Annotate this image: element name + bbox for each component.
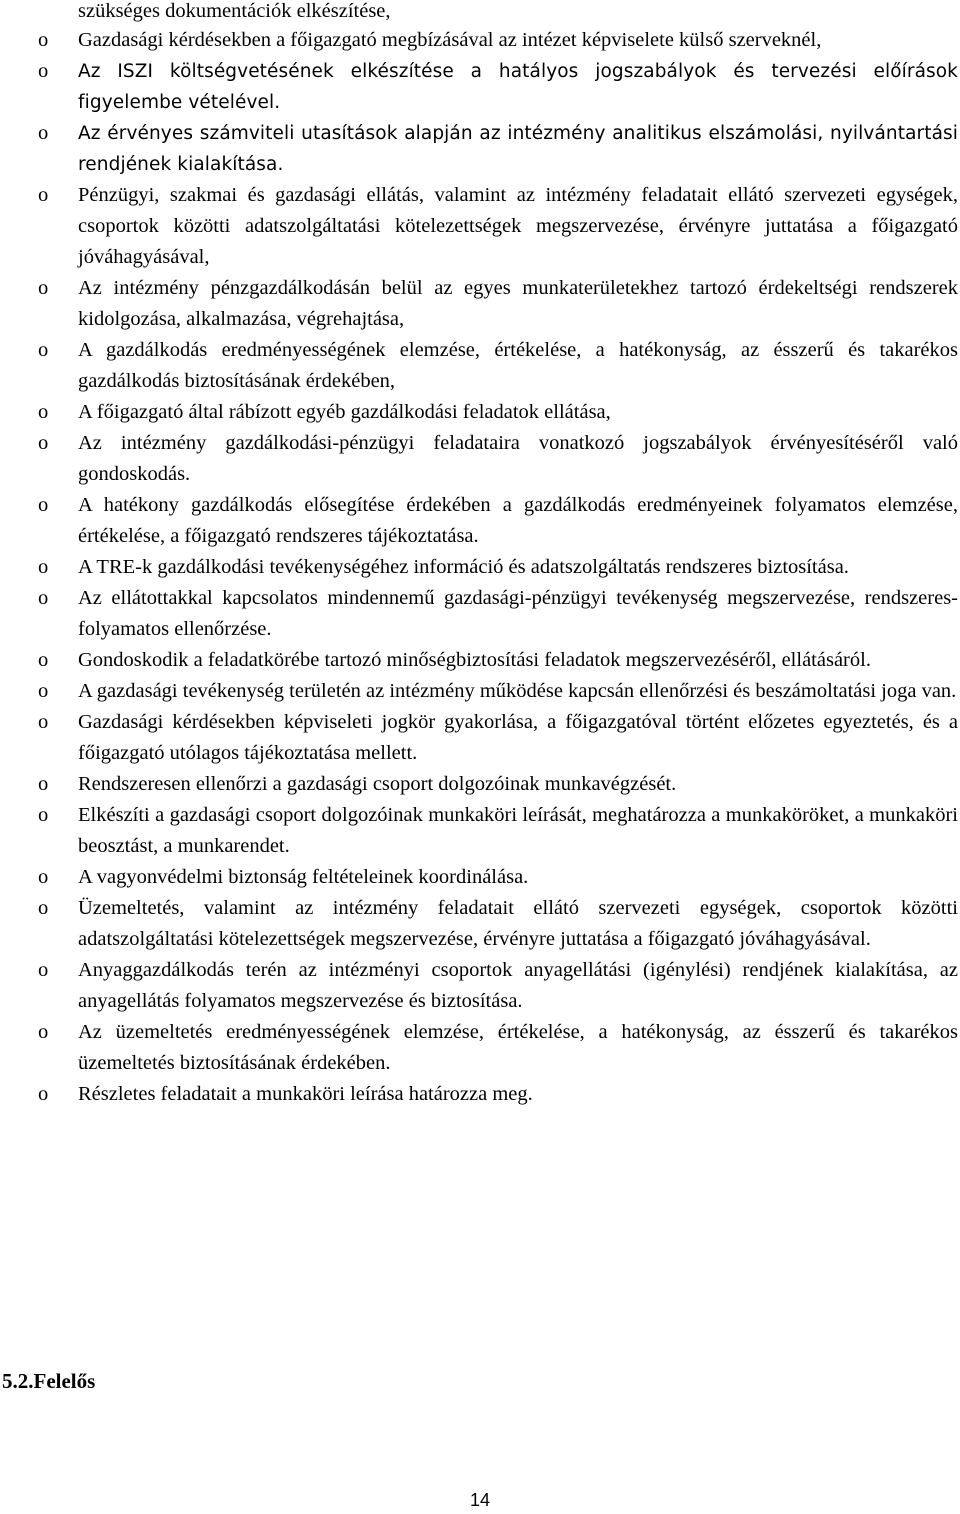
bullet-icon: o xyxy=(38,401,49,423)
bullet-icon: o xyxy=(38,1021,49,1043)
bullet-icon: o xyxy=(38,432,49,454)
list-item xyxy=(0,583,958,645)
bullet-icon: o xyxy=(38,866,49,888)
bullet-icon: o xyxy=(38,184,49,206)
bullet-icon: o xyxy=(38,587,49,609)
responsibility-list xyxy=(0,25,958,1110)
list-item xyxy=(0,180,958,273)
list-item xyxy=(0,769,958,800)
list-item-text: A hatékony gazdálkodás elősegítése érdekében a gazdálkodás eredményeinek folyamatos elemzése, értékelése, a főigazgató rendszeres tájékoztatása. xyxy=(78,494,958,547)
list-item-text: A gazdasági tevékenység területén az intézmény működése kapcsán ellenőrzési és beszámoltatási joga van. xyxy=(78,680,957,702)
list-item-text: Gondoskodik a feladatkörébe tartozó minőségbiztosítási feladatok megszervezéséről, ellátásáról. xyxy=(78,649,871,671)
list-item-text: Gazdasági kérdésekben képviseleti jogkör gyakorlása, a főigazgatóval történt előzetes egyeztetés, és a főigazgató utólagos tájékoztatása mellett. xyxy=(78,711,958,764)
list-item xyxy=(0,1017,958,1079)
list-item-text: Az ISZI költségvetésének elkészítése a hatályos jogszabályok és tervezési előírások figyelembe vételével. xyxy=(78,61,958,113)
bullet-icon: o xyxy=(38,339,49,361)
list-item-text: A vagyonvédelmi biztonság feltételeinek koordinálása. xyxy=(78,866,529,888)
list-item xyxy=(0,335,958,397)
list-item-text: A gazdálkodás eredményességének elemzése, értékelése, a hatékonyság, az ésszerű és takarékos gazdálkodás biztosításának érdekében, xyxy=(78,339,958,392)
list-item xyxy=(0,490,958,552)
bullet-icon: o xyxy=(38,277,49,299)
bullet-icon: o xyxy=(38,1083,49,1105)
bullet-icon: o xyxy=(38,60,49,82)
list-item xyxy=(0,645,958,676)
list-item-text: Üzemeltetés, valamint az intézmény feladatait ellátó szervezeti egységek, csoportok közötti adatszolgáltatási kötelezettségek megszervezése, érvényre juttatása a főigazgató jóváhagyásával. xyxy=(78,897,958,950)
continuation-line: szükséges dokumentációk elkészítése, xyxy=(78,0,391,22)
bullet-icon: o xyxy=(38,122,49,144)
list-item xyxy=(0,25,958,56)
bullet-icon: o xyxy=(38,804,49,826)
bullet-icon: o xyxy=(38,711,49,733)
list-item xyxy=(0,862,958,893)
list-item-text: A főigazgató által rábízott egyéb gazdálkodási feladatok ellátása, xyxy=(78,401,611,423)
bullet-icon: o xyxy=(38,494,49,516)
list-item xyxy=(0,552,958,583)
list-item xyxy=(0,428,958,490)
list-item-text: Anyaggazdálkodás terén az intézményi csoportok anyagellátási (igénylési) rendjének kialakítása, az anyagellátás folyamatos megszervezése és biztosítása. xyxy=(78,959,958,1012)
bullet-icon: o xyxy=(38,897,49,919)
bullet-icon: o xyxy=(38,556,49,578)
list-item-text: Az üzemeltetés eredményességének elemzése, értékelése, a hatékonyság, az ésszerű és takarékos üzemeltetés biztosításának érdekében. xyxy=(78,1021,958,1074)
page-number: 14 xyxy=(469,1490,491,1510)
list-item-text: Az ellátottakkal kapcsolatos mindennemű gazdasági-pénzügyi tevékenység megszervezése, rendszeres-folyamatos ellenőrzése. xyxy=(78,587,958,640)
bullet-icon: o xyxy=(38,773,49,795)
list-item xyxy=(0,800,958,862)
list-item-text: A TRE-k gazdálkodási tevékenységéhez információ és adatszolgáltatás rendszeres biztosítása. xyxy=(78,556,849,578)
list-item-text: Gazdasági kérdésekben a főigazgató megbízásával az intézet képviselete külső szerveknél, xyxy=(78,29,822,51)
list-item xyxy=(0,118,958,180)
list-item xyxy=(0,397,958,428)
bullet-icon: o xyxy=(38,649,49,671)
list-item xyxy=(0,273,958,335)
list-item-text: Az intézmény pénzgazdálkodásán belül az egyes munkaterületekhez tartozó érdekeltségi rendszerek kidolgozása, alkalmazása, végrehajtása, xyxy=(78,277,958,330)
list-item-text: Pénzügyi, szakmai és gazdasági ellátás, valamint az intézmény feladatait ellátó szervezeti egységek, csoportok közötti adatszolgáltatási kötelezettségek megszervezése, érvényre juttatása a főigazgató jóváhagyásával, xyxy=(78,184,958,268)
bullet-icon: o xyxy=(38,29,49,51)
bullet-icon: o xyxy=(38,680,49,702)
list-item-text: Rendszeresen ellenőrzi a gazdasági csoport dolgozóinak munkavégzését. xyxy=(78,773,677,795)
bullet-icon: o xyxy=(38,959,49,981)
list-item xyxy=(0,56,958,118)
list-item xyxy=(0,1079,958,1110)
list-item xyxy=(0,676,958,707)
list-item-text: Az intézmény gazdálkodási-pénzügyi feladataira vonatkozó jogszabályok érvényesítéséről való gondoskodás. xyxy=(78,432,958,485)
list-item xyxy=(0,955,958,1017)
list-item xyxy=(0,707,958,769)
list-item-text: Elkészíti a gazdasági csoport dolgozóinak munkaköri leírását, meghatározza a munkaköröket, a munkaköri beosztást, a munkarendet. xyxy=(78,804,958,857)
section-heading: 5.2.Felelős xyxy=(2,1369,96,1393)
list-item-text: Részletes feladatait a munkaköri leírása határozza meg. xyxy=(78,1083,533,1105)
list-item-text: Az érvényes számviteli utasítások alapján az intézmény analitikus elszámolási, nyilvántartási rendjének kialakítása. xyxy=(78,123,958,175)
list-item xyxy=(0,893,958,955)
